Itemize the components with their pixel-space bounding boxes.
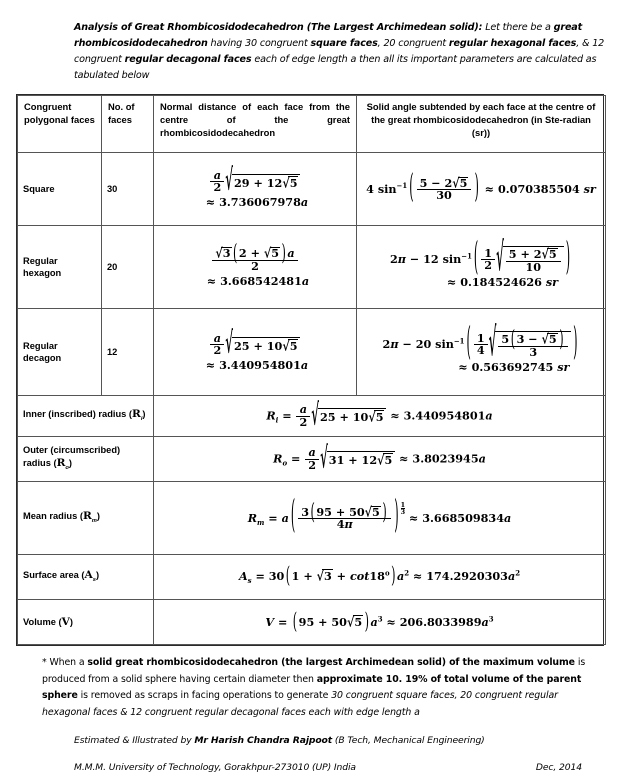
distance-hexagon: $\frac{√3 ( 2 + √5 ) a}{2}$ ≈ 3.668542481a: [154, 226, 357, 309]
param-label-mean-radius: Mean radius $(R_m)$: [18, 482, 154, 555]
solid-angle-hexagon: 2π − 12 $\sin^{-1}$ ( $\frac{1}{2}$ √ $\frac{5 + 2√5}{10}$ ) ≈ 0.184524626 sr: [357, 226, 606, 309]
face-count-square: 30: [102, 153, 154, 226]
footnote-italic-1: 30 congruent square faces, 20 congruent regular hexagonal faces & 12 congruent regular decagonal faces each with edge length a: [42, 690, 558, 718]
face-name-square: Square: [18, 153, 102, 226]
parameters-table: [16, 94, 604, 646]
header-no-of-faces: No. of faces: [102, 96, 154, 153]
footnote-text-1: * When a: [42, 657, 88, 669]
param-label-volume: Volume (V): [18, 600, 154, 645]
param-formula-surface-area: $A_s = 30$ ( $1 + √3 + \cot 18^o$ ) $a^2 \approx 174.2920303a^2$: [154, 555, 606, 600]
face-count-decagon: 12: [102, 309, 154, 396]
intro-text-1: Let there be a: [482, 21, 554, 33]
param-label-surface-area: Surface area $(A_s)$: [18, 555, 154, 600]
solid-angle-decagon: 2π − 20 $\sin^{-1}$ ( $\frac{1}{4}$ √ $\frac{5 ( 3 - √5 )}{3}$ ) ≈ 0.563692745 sr: [357, 309, 606, 396]
byline-prefix: Estimated & Illustrated by: [74, 735, 195, 746]
table-header-row: [18, 96, 606, 153]
header-normal-distance: Normal distance of each face from the centre of the great rhombicosidodecahedron: [154, 96, 357, 153]
publication-date: Dec, 2014: [535, 762, 582, 773]
document-page: [0, 10, 620, 773]
table-row: [18, 437, 606, 482]
face-name-decagon: Regular decagon: [18, 309, 102, 396]
table-row: [18, 226, 606, 309]
intro-bold-3: regular hexagonal faces: [448, 37, 577, 49]
param-formula-outer-radius: $R_o$ = $\frac{a}{2}$ √31 + 12√5 ≈ 3.8023945a: [154, 437, 606, 482]
intro-text-5: each of edge length a then all its important parameters are calculated as tabulated below: [74, 54, 597, 82]
author-name: Mr Harish Chandra Rajpoot: [194, 735, 333, 746]
intro-text-3: , 20 congruent: [377, 37, 449, 49]
distance-decagon: $\frac{a}{2}$ √25 + 10√5 ≈ 3.440954801a: [154, 309, 357, 396]
param-label-inner-radius: Inner (inscribed) radius $(R_i)$: [18, 396, 154, 437]
face-name-hexagon: Regular hexagon: [18, 226, 102, 309]
table-row: [18, 153, 606, 226]
param-formula-volume: V = ( 95 + 50√5 ) $a^3 \approx 206.8033989a^3$: [154, 600, 606, 645]
table-row: [18, 396, 606, 437]
footnote-bold-2: approximate 10. 19% of total volume of the parent sphere: [42, 673, 582, 702]
table-row: [18, 600, 606, 645]
solid-angle-square: 4 $\sin^{-1}$ ( $\frac{5 - 2√5}{30}$ ) ≈ 0.070385504 sr: [357, 153, 606, 226]
table-row: [18, 309, 606, 396]
header-solid-angle: Solid angle subtended by each face at the centre of the great rhombicosidodecahedron (in Ste-radian (sr)): [357, 96, 606, 153]
intro-text-2: having 30 congruent: [207, 37, 311, 49]
table-row: [18, 555, 606, 600]
header-congruent-faces: Congruent polygonal faces: [18, 96, 102, 153]
intro-bold-4: regular decagonal faces: [124, 54, 252, 66]
footnote-paragraph: [42, 655, 598, 721]
footnote-bold-1: solid great rhombicosidodecahedron (the largest Archimedean solid) of the maximum volume: [87, 657, 575, 669]
table-row: [18, 482, 606, 555]
distance-square: $\frac{a}{2}$ √29 + 12√5 ≈ 3.736067978a: [154, 153, 357, 226]
institution-name: M.M.M. University of Technology, Gorakhpur-273010 (UP) India: [74, 762, 356, 773]
param-label-outer-radius: Outer (circumscribed) radius $(R_o)$: [18, 437, 154, 482]
byline: [74, 735, 620, 746]
intro-paragraph: [0, 10, 620, 85]
intro-bold-2: square faces: [310, 37, 378, 49]
footnote-text-3: is removed as scraps in facing operations to generate: [77, 690, 332, 702]
document-title: Analysis of Great Rhombicosidodecahedron (The Largest Archimedean solid):: [74, 21, 483, 33]
footnote-text-2: is produced from a solid sphere having certain diameter then: [42, 657, 586, 685]
intro-text-4: , & 12 congruent: [74, 37, 605, 66]
affiliation-line: [0, 762, 620, 773]
byline-suffix: (B Tech, Mechanical Engineering): [332, 735, 485, 746]
param-formula-mean-radius: $R_m = a$ ( $\frac{3 ( 95 + 50√5 )}{4\pi}$ ) $\frac{1}{3}$ ≈ 3.668509834a: [154, 482, 606, 555]
intro-bold-1: great rhombicosidodecahedron: [74, 21, 583, 49]
face-count-hexagon: 20: [102, 226, 154, 309]
param-formula-inner-radius: $R_i$ = $\frac{a}{2}$ √25 + 10√5 ≈ 3.440954801a: [154, 396, 606, 437]
